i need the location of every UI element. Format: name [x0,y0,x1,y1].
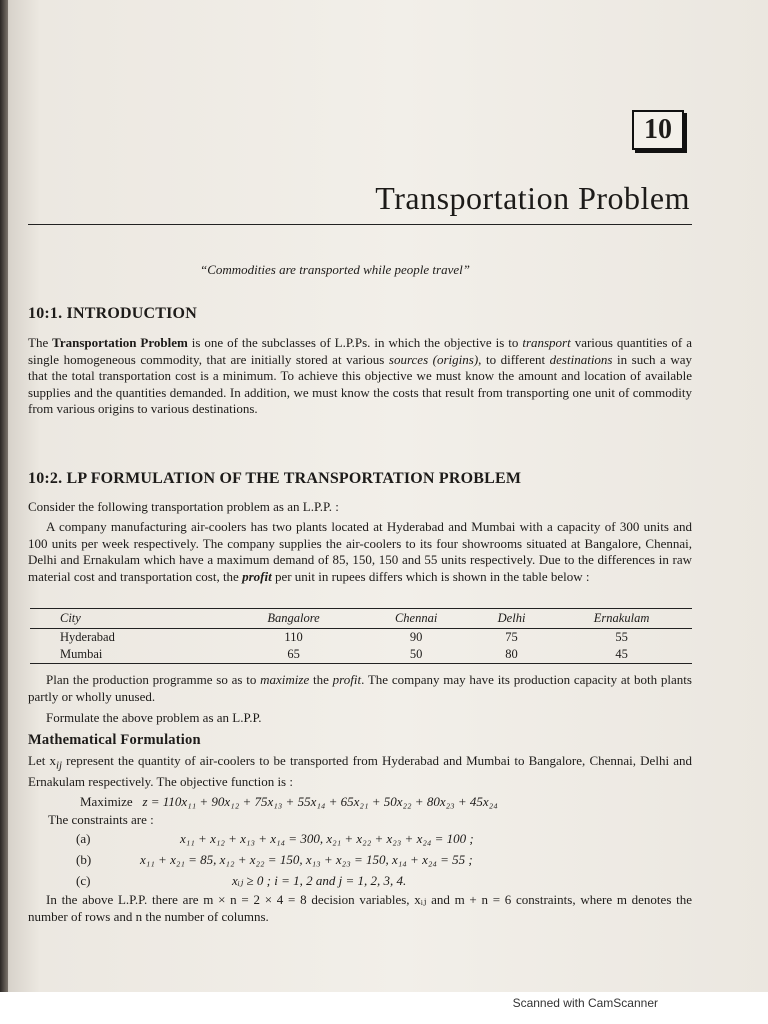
intro-t3: , to different [478,351,550,367]
chapter-number-box: 10 [632,110,684,150]
intro-t4: in such a way that the total transportation cost is a minimum. To achieve this objective we must know the amount and location of available supplies and the quantities demanded. In addition, we must know the costs that result from transporting one unit of commodity from various origins to various destinations. [28,351,692,417]
let-text: Let x [28,753,56,768]
plan-t3: . The company may have its production capacity at both plants partly or wholly unused. [28,672,692,704]
plan-t2: the [309,672,333,687]
chapter-epigraph: “Commodities are transported while people travel” [200,262,470,277]
profit-table [30,608,692,664]
constraint-b: x₁₁ + x₂₁ = 85, x₁₂ + x₂₂ = 150, x₁₃ + x₂₃ = 150, x₁₄ + x₂₄ = 55 ; [140,852,473,867]
intro-paragraph [28,335,692,418]
let-paragraph [28,753,692,791]
objective-function: z = 110x₁₁ + 90x₁₂ + 75x₁₃ + 55x₁₄ + 65x₂₁ + 50x₂₂ + 80x₂₃ + 45x₂₄ [142,794,498,809]
title-rule [28,224,692,225]
cell: Mumbai [30,646,227,664]
intro-sources: sources [388,351,429,367]
table-row [30,646,692,664]
plan-t1: Plan the production programme so as to [46,672,261,687]
scanner-watermark: Scanned with CamScanner [512,996,658,1010]
constraint-c: xᵢⱼ ≥ 0 ; i = 1, 2 and j = 1, 2, 3, 4. [232,873,407,888]
lp-paragraph [28,519,692,585]
lp-t1: A company manufacturing air-coolers has two plants located at Hyderabad and Mumbai with a capacity of 300 units and 100 units per week respectively. The company supplies the air-coolers to its four showrooms situated at Bangalore, Chennai, Delhi and Ernakulam which have a maximum demand of 85, 150, 150 and 55 units respectively. Due to the differences in raw material cost and transportation cost, the [28,519,692,584]
table-row [30,629,692,647]
lp-t2: per unit in rupees differs which is shown in the table below : [271,568,590,584]
header-city: City [30,609,227,629]
cell: 50 [360,646,472,664]
formulation-heading: Mathematical Formulation [28,732,201,748]
cell: 75 [505,630,518,644]
cell: Hyderabad [60,630,115,644]
cell: 65 [227,646,361,664]
cell: 110 [284,630,303,644]
objective-line [80,794,498,810]
header-bangalore: Bangalore [227,609,361,629]
cell: 90 [409,630,423,644]
intro-lead: The [28,335,53,350]
formulate-line: Formulate the above problem as an L.P.P. [46,710,262,725]
chapter-title: Transportation Problem [375,180,690,216]
intro-heading: 10:1. INTRODUCTION [28,305,197,322]
maximize-label: Maximize [80,794,133,809]
book-spine [0,0,8,992]
intro-t2: various quantities of a single homogeneous commodity, that are initially stored at various [28,335,692,367]
intro-t1: is one of the subclasses of L.P.Ps. in which the objective is to [187,335,523,350]
plan-paragraph [28,672,692,705]
constraint-a: x₁₁ + x₁₂ + x₁₃ + x₁₄ = 300, x₂₁ + x₂₂ + x₂₃ + x₂₄ = 100 ; [180,831,474,846]
intro-term: Transportation Problem [52,335,188,350]
let-rest: represent the quantity of air-coolers to be transported from Hyderabad and Mumbai to Bangalore, Chennai, Delhi and Ernakulam respectively. The objective function is : [28,753,692,790]
scanner-footer [0,992,768,1024]
constraint-c-label: (c) [76,873,91,888]
plan-maximize: maximize [260,672,310,687]
header-delhi: Delhi [472,609,551,629]
header-chennai: Chennai [360,609,472,629]
intro-origins: (origins) [432,351,479,367]
plan-profit: profit [332,672,362,687]
intro-destinations: destinations [549,351,613,367]
closing-paragraph: In the above L.P.P. there are m × n = 2 × 4 = 8 decision variables, xᵢⱼ and m + n = 6 constraints, where m denotes the number of rows and n the number of columns. [28,892,692,924]
cell: 45 [551,646,692,664]
cell: 55 [615,630,628,644]
lp-intro: Consider the following transportation problem as an L.P.P. : [28,499,339,514]
constraint-a-label: (a) [76,831,91,846]
intro-transport: transport [522,335,571,350]
header-ernakulam: Ernakulam [551,609,692,629]
table-header-row [30,609,692,629]
let-subscript: ij [55,759,63,772]
cell: 80 [472,646,551,664]
lp-profit: profit [242,568,272,584]
lp-heading: 10:2. LP FORMULATION OF THE TRANSPORTATION PROBLEM [28,470,522,487]
constraints-label: The constraints are : [48,812,154,827]
constraint-b-label: (b) [76,852,92,867]
